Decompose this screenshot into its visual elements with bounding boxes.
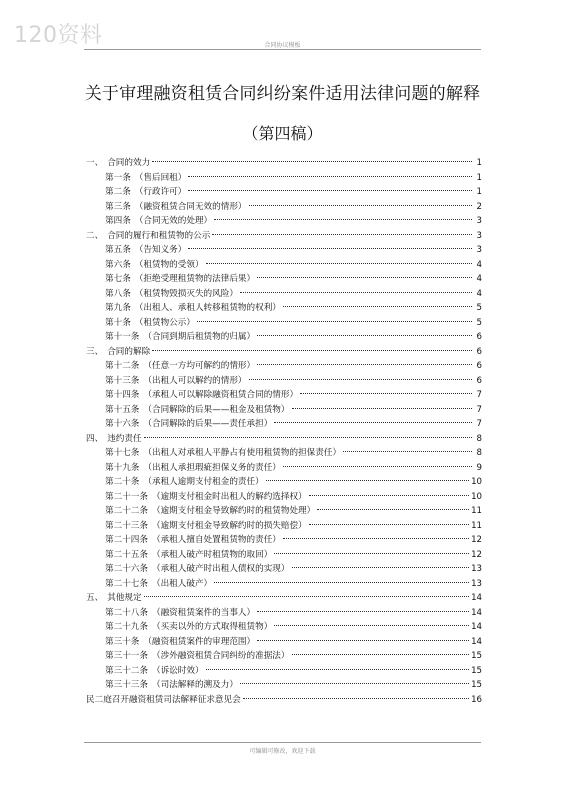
toc-page-number: 6 (476, 346, 482, 357)
toc-entry-number: 第三十二条 (105, 665, 148, 676)
toc-entry-number: 第二条 (105, 187, 131, 197)
toc-article-entry[interactable] (86, 258, 482, 273)
toc-entry-number: 第十条 (105, 317, 131, 328)
toc-entry-number: 第十三条 (105, 375, 140, 386)
toc-entry-number: 第三条 (105, 201, 131, 212)
toc-entry-number: 第二十八条 (105, 607, 148, 618)
toc-article-entry[interactable] (86, 504, 482, 519)
toc-entry-number: 第二十二条 (105, 506, 148, 516)
toc-article-entry[interactable] (86, 243, 482, 258)
toc-section-entry[interactable] (86, 693, 482, 708)
toc-entry-label: 其他规定 (107, 593, 142, 603)
toc-entry-number: 第四条 (105, 216, 131, 226)
toc-entry-number: 第十九条 (105, 462, 140, 473)
toc-page-number: 4 (476, 259, 482, 270)
toc-leader-dots (343, 451, 472, 452)
toc-entry-number: 二、 (86, 230, 104, 241)
toc-page-number: 4 (476, 274, 482, 284)
toc-page-number: 7 (476, 419, 482, 429)
toc-leader-dots (243, 698, 469, 699)
toc-section-entry[interactable] (86, 591, 482, 606)
toc-entry-number: 第二十三条 (105, 520, 148, 531)
toc-entry-label: （合同无效的处理） (134, 216, 213, 226)
toc-section-entry[interactable] (86, 432, 482, 447)
toc-article-entry[interactable] (86, 519, 482, 534)
toc-leader-dots (292, 408, 473, 409)
toc-leader-dots (274, 625, 469, 626)
toc-article-entry[interactable] (86, 533, 482, 548)
toc-article-entry[interactable] (86, 548, 482, 563)
toc-leader-dots (240, 292, 472, 293)
toc-entry-label: （行政许可） (134, 187, 187, 197)
toc-leader-dots (257, 335, 472, 336)
toc-entry-label: （租赁物公示） (134, 317, 195, 328)
toc-entry-number: 第二十四条 (105, 535, 148, 545)
toc-leader-dots (188, 190, 472, 191)
toc-article-entry[interactable] (86, 475, 482, 490)
toc-article-entry[interactable] (86, 171, 482, 186)
toc-entry-number: 三、 (86, 346, 104, 357)
toc-entry-number: 四、 (86, 433, 104, 444)
toc-article-entry[interactable] (86, 214, 482, 229)
toc-section-entry[interactable] (86, 156, 482, 171)
toc-leader-dots (257, 640, 469, 641)
toc-section-entry[interactable] (86, 345, 482, 360)
document-title: 关于审理融资租赁合同纠纷案件适用法律问题的解释 (84, 84, 481, 104)
toc-article-entry[interactable] (86, 635, 482, 650)
toc-entry-number: 第一条 (105, 172, 131, 183)
toc-article-entry[interactable] (86, 664, 482, 679)
toc-article-entry[interactable] (86, 417, 482, 432)
toc-page-number: 6 (476, 375, 482, 386)
toc-article-entry[interactable] (86, 649, 482, 664)
toc-leader-dots (240, 683, 469, 684)
toc-page-number: 5 (476, 303, 482, 313)
toc-article-entry[interactable] (86, 185, 482, 200)
toc-entry-label: （出租人破产） (151, 578, 213, 589)
toc-entry-number: 第十一条 (105, 332, 140, 342)
toc-entry-number: 第二十一条 (105, 491, 148, 502)
toc-leader-dots (292, 654, 470, 655)
toc-entry-number: 第七条 (105, 274, 131, 284)
watermark-logo: 120资料 (14, 23, 103, 48)
toc-page-number: 13 (471, 564, 482, 574)
toc-article-entry[interactable] (86, 620, 482, 635)
toc-entry-label: （涉外融资租赁合同纠纷的准据法） (151, 651, 290, 661)
toc-entry-number: 第二十九条 (105, 622, 148, 632)
toc-entry-label: （任意一方均可解约的情形） (143, 361, 256, 371)
toc-entry-number: 第十二条 (105, 361, 140, 371)
toc-leader-dots (188, 176, 472, 177)
toc-entry-label: （逾期支付租金导致解约时的损失赔偿） (151, 520, 307, 531)
toc-entry-label: 违约责任 (107, 433, 142, 444)
toc-entry-number: 第三十条 (105, 636, 140, 647)
toc-article-entry[interactable] (86, 446, 482, 461)
toc-leader-dots (206, 669, 470, 670)
toc-page-number: 3 (476, 230, 482, 241)
toc-leader-dots (206, 263, 472, 264)
toc-page-number: 12 (471, 549, 482, 560)
toc-page-number: 11 (471, 520, 482, 531)
toc-leader-dots (266, 480, 469, 481)
toc-leader-dots (274, 553, 469, 554)
toc-entry-number: 第六条 (105, 259, 131, 270)
toc-entry-label: （逾期支付租金时出租人的解约选择权） (151, 491, 307, 502)
toc-entry-number: 第二十条 (105, 477, 140, 487)
toc-page-number: 7 (476, 404, 482, 415)
toc-page-number: 6 (476, 332, 482, 342)
toc-leader-dots (283, 306, 472, 307)
toc-entry-number: 第三十一条 (105, 651, 148, 661)
toc-page-number: 4 (476, 288, 482, 299)
toc-article-entry[interactable] (86, 200, 482, 215)
toc-page-number: 13 (471, 578, 482, 589)
toc-entry-label: （出租人、承租人转移租赁物的权利） (134, 303, 281, 313)
toc-page-number: 14 (471, 593, 482, 603)
toc-entry-number: 第五条 (105, 245, 131, 255)
toc-page-number: 6 (476, 361, 482, 371)
toc-entry-label: 民二庭召开融资租赁司法解释征求意见会 (86, 694, 241, 705)
toc-entry-label: （租赁物的受领） (134, 259, 204, 270)
toc-page-number: 14 (471, 622, 482, 632)
toc-entry-number: 第二十六条 (105, 564, 148, 574)
toc-entry-label: （逾期支付租金导致解约时的租赁物处理） (151, 506, 316, 516)
toc-leader-dots (274, 422, 472, 423)
toc-article-entry[interactable] (86, 388, 482, 403)
toc-entry-number: 第十四条 (105, 390, 140, 400)
toc-leader-dots (197, 321, 472, 322)
toc-page-number: 14 (471, 636, 482, 647)
toc-article-entry[interactable] (86, 678, 482, 693)
toc-entry-label: （买卖以外的方式取得租赁物） (151, 622, 273, 632)
toc-entry-label: （承租人逾期支付租金的责任） (143, 477, 264, 487)
toc-entry-number: 第九条 (105, 303, 131, 313)
toc-article-entry[interactable] (86, 606, 482, 621)
toc-leader-dots (144, 596, 469, 597)
toc-leader-dots (309, 495, 469, 496)
toc-entry-label: （承租人破产时出租人债权的实现） (151, 564, 290, 574)
toc-page-number: 16 (471, 694, 482, 705)
toc-article-entry[interactable] (86, 287, 482, 302)
toc-entry-label: （出租人对承租人平静占有使用租赁物的担保责任） (143, 448, 342, 458)
toc-page-number: 1 (476, 172, 482, 183)
toc-page-number: 1 (476, 158, 482, 168)
toc-entry-number: 第八条 (105, 288, 131, 299)
toc-entry-label: （承租人破产时租赁物的取回） (151, 549, 273, 560)
toc-entry-label: （拒绝受理租赁物的法律后果） (134, 274, 256, 284)
toc-entry-label: （租赁物毁损灭失的风险） (134, 288, 238, 299)
toc-article-entry[interactable] (86, 301, 482, 316)
toc-leader-dots (144, 437, 472, 438)
header-divider (84, 49, 481, 50)
toc-entry-label: （融资租赁案件的当事人） (151, 607, 256, 618)
toc-entry-label: （售后回租） (134, 172, 187, 183)
toc-article-entry[interactable] (86, 374, 482, 389)
header-note: 合同协议模板 (264, 42, 301, 49)
toc-entry-label: 合同的解除 (107, 346, 151, 357)
toc-entry-label: （合同到期后租赁物的归属） (143, 332, 256, 342)
toc-page-number: 7 (476, 390, 482, 400)
toc-page-number: 15 (471, 680, 482, 690)
toc-leader-dots (300, 393, 472, 394)
toc-page-number: 2 (476, 201, 482, 212)
toc-entry-label: （告知义务） (134, 245, 187, 255)
toc-entry-label: （出租人承担瑕疵担保义务的责任） (143, 462, 281, 473)
document-subtitle: （第四稿） (242, 124, 323, 143)
footer-note: 可编辑可修改，欢迎下载 (249, 748, 316, 755)
toc-article-entry[interactable] (86, 562, 482, 577)
toc-leader-dots (214, 219, 472, 220)
toc-entry-label: （承租人擅自处置租赁物的责任） (151, 535, 281, 545)
toc-page-number: 10 (471, 477, 482, 487)
toc-entry-number: 第二十五条 (105, 549, 148, 560)
toc-entry-number: 第十六条 (105, 419, 140, 429)
toc-page-number: 8 (476, 433, 482, 444)
toc-page-number: 15 (471, 665, 482, 676)
toc-entry-label: （合同解除的后果——责任承担） (143, 419, 273, 429)
toc-section-entry[interactable] (86, 229, 482, 244)
toc-leader-dots (212, 234, 472, 235)
toc-page-number: 5 (476, 317, 482, 328)
toc-page-number: 8 (476, 448, 482, 458)
table-of-contents (86, 156, 482, 707)
toc-leader-dots (257, 611, 469, 612)
toc-entry-number: 第十七条 (105, 448, 140, 458)
toc-article-entry[interactable] (86, 330, 482, 345)
toc-article-entry[interactable] (86, 490, 482, 505)
toc-entry-label: （承租人可以解除融资租赁合同的情形） (143, 390, 299, 400)
toc-leader-dots (283, 466, 472, 467)
toc-leader-dots (309, 524, 469, 525)
toc-page-number: 12 (471, 535, 482, 545)
toc-entry-label: 合同的履行和租赁物的公示 (107, 230, 211, 241)
toc-entry-label: （出租人可以解约的情形） (143, 375, 247, 386)
toc-entry-label: （诉讼时效） (151, 665, 204, 676)
toc-page-number: 3 (476, 245, 482, 255)
toc-entry-number: 一、 (86, 158, 104, 168)
toc-leader-dots (152, 350, 472, 351)
toc-entry-label: （司法解释的溯及力） (151, 680, 238, 690)
toc-page-number: 11 (471, 506, 482, 516)
toc-entry-number: 第三十三条 (105, 680, 148, 690)
toc-article-entry[interactable] (86, 272, 482, 287)
toc-article-entry[interactable] (86, 359, 482, 374)
toc-leader-dots (152, 161, 472, 162)
toc-entry-label: （融资租赁案件的审理范围） (143, 636, 256, 647)
toc-page-number: 15 (471, 651, 482, 661)
toc-page-number: 10 (471, 491, 482, 502)
toc-leader-dots (257, 277, 472, 278)
toc-leader-dots (292, 567, 470, 568)
toc-leader-dots (188, 248, 472, 249)
footer-divider (84, 742, 481, 743)
toc-article-entry[interactable] (86, 577, 482, 592)
toc-entry-label: 合同的效力 (107, 158, 151, 168)
toc-entry-number: 第十五条 (105, 404, 140, 415)
toc-article-entry[interactable] (86, 461, 482, 476)
toc-article-entry[interactable] (86, 403, 482, 418)
toc-article-entry[interactable] (86, 316, 482, 331)
toc-leader-dots (283, 538, 469, 539)
toc-leader-dots (249, 379, 472, 380)
toc-entry-label: （合同解除的后果——租金及租赁物） (143, 404, 290, 415)
toc-leader-dots (317, 509, 469, 510)
toc-leader-dots (214, 582, 469, 583)
toc-entry-number: 第二十七条 (105, 578, 148, 589)
toc-page-number: 3 (476, 216, 482, 226)
toc-entry-label: （融资租赁合同无效的情形） (134, 201, 247, 212)
toc-leader-dots (249, 205, 472, 206)
toc-leader-dots (257, 364, 472, 365)
toc-page-number: 14 (471, 607, 482, 618)
toc-page-number: 9 (476, 462, 482, 473)
toc-page-number: 1 (476, 187, 482, 197)
toc-entry-number: 五、 (86, 593, 104, 603)
